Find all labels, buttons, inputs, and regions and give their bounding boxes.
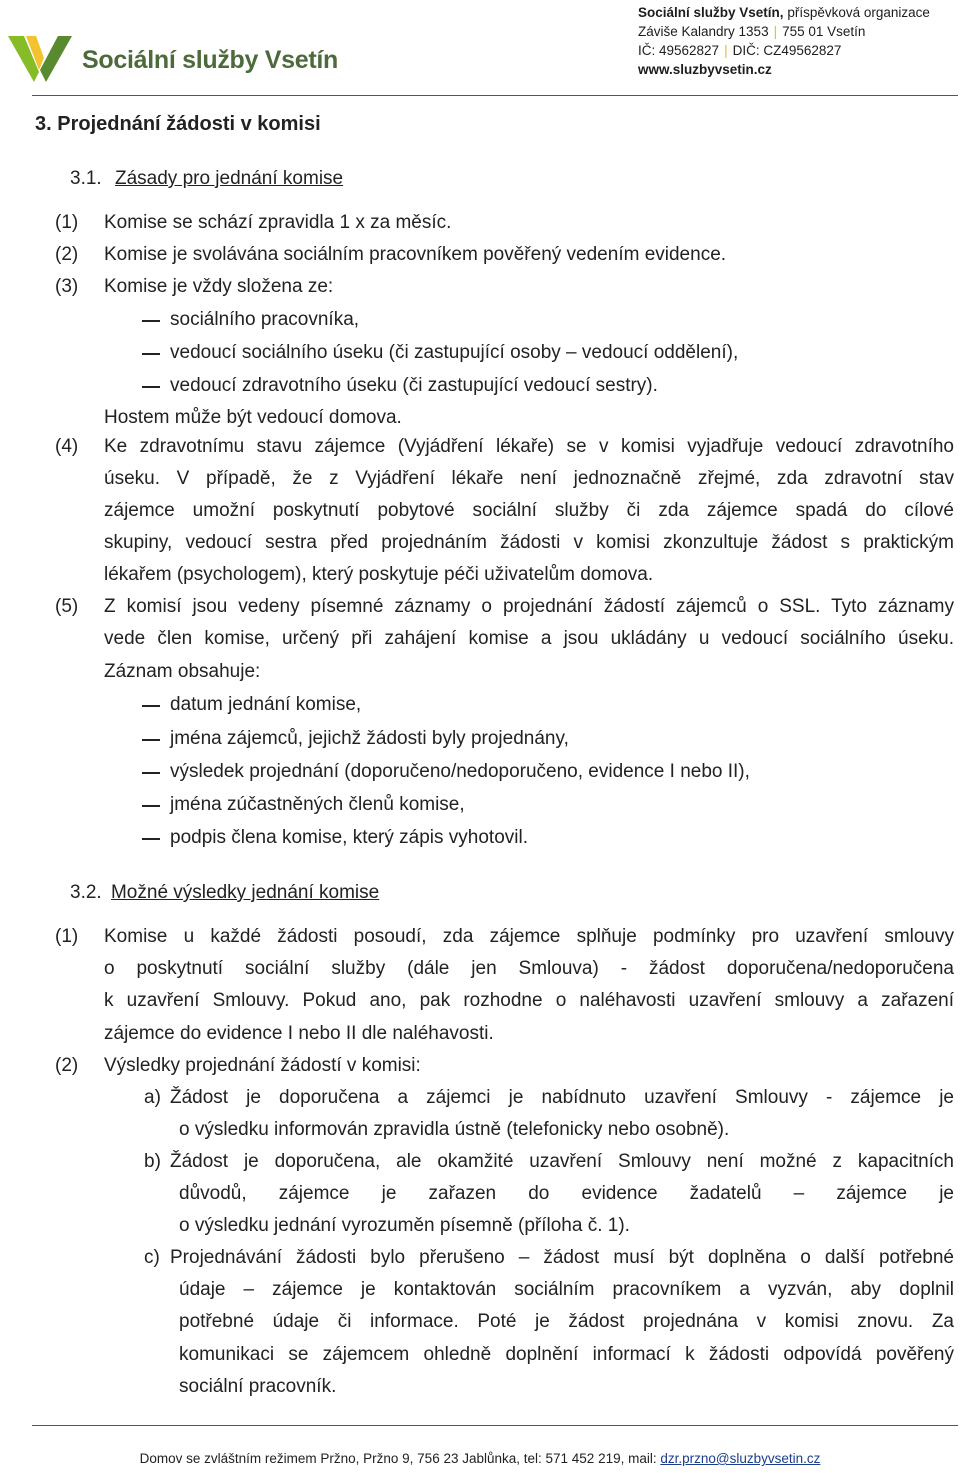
subsection-1-heading (70, 168, 343, 190)
s2-item2-text: Výsledky projednání žádostí v komisi: (104, 1055, 421, 1076)
org-web-link[interactable]: www.sluzbyvsetin.cz (638, 62, 772, 77)
s1-record-bullet-2: jména zájemců, jejichž žádosti byly projednány, (170, 728, 569, 749)
result-b-line: Žádost je doporučena, ale okamžité uzavření Smlouvy není možné z kapacitních (170, 1151, 954, 1172)
s1-item1-number: (1) (55, 212, 79, 233)
subsection-1-number: 3.1. (70, 168, 102, 189)
s1-item5-line: vede člen komise, určený při zahájení komise a jsou ukládány u vedoucí sociálního úseku. (104, 628, 954, 649)
org-web-line (638, 62, 772, 77)
organization-logo-mark (6, 32, 72, 82)
s2-item1-line: Komise u každé žádosti posoudí, zda zájemce splňuje podmínky pro uzavření smlouvy (104, 926, 954, 947)
org-ids-line: IČ: 49562827 | DIČ: CZ49562827 (638, 43, 842, 58)
subsection-2-heading (70, 882, 379, 904)
s1-item5-line: Záznam obsahuje: (104, 661, 261, 682)
org-city: 755 01 Vsetín (782, 24, 866, 39)
s2-item1-line: o poskytnutí sociální služby (dále jen Smlouva) - žádost doporučena/nedoporučena (104, 958, 954, 979)
s1-item3-text: Komise je vždy složena ze: (104, 276, 334, 297)
s1-item5-line: Z komisí jsou vedeny písemné záznamy o projednání žádostí zájemců o SSL. Tyto záznamy (104, 596, 954, 617)
bullet-dash (142, 705, 160, 707)
s1-item4-line: úseku. V případě, že z Vyjádření lékaře není jednoznačně zřejmé, zda zdravotní stav (104, 468, 954, 489)
s1-bullet-3: vedoucí zdravotního úseku (či zastupující vedoucí sestry). (170, 375, 658, 396)
s1-record-bullet-5: podpis člena komise, který zápis vyhotovil. (170, 827, 528, 848)
s1-bullet-2: vedoucí sociálního úseku (či zastupující osoby – vedoucí oddělení), (170, 342, 739, 363)
bullet-dash (142, 320, 160, 322)
bullet-dash (142, 353, 160, 355)
s2-item1-line: zájemce do evidence I nebo II dle naléhavosti. (104, 1023, 494, 1044)
s2-item1-line: k uzavření Smlouvy. Pokud ano, pak rozhodne o naléhavosti uzavření smlouvy a zařazení (104, 990, 954, 1011)
org-name: Sociální služby Vsetín, (638, 5, 784, 20)
bullet-dash (142, 386, 160, 388)
header-divider (32, 95, 958, 96)
s1-record-bullet-3: výsledek projednání (doporučeno/nedoporučeno, evidence I nebo II), (170, 761, 750, 782)
s2-item2-number: (2) (55, 1055, 79, 1076)
bullet-dash (142, 805, 160, 807)
bullet-dash (142, 739, 160, 741)
org-address-line: Záviše Kalandry 1353 | 755 01 Vsetín (638, 24, 866, 39)
result-b-letter: b) (144, 1151, 161, 1172)
s1-host-note: Hostem může být vedoucí domova. (104, 407, 402, 428)
section-title: 3. Projednání žádosti v komisi (35, 113, 321, 135)
result-c-line: sociální pracovník. (179, 1376, 337, 1397)
result-b-line: o výsledku jednání vyrozuměn písemně (příloha č. 1). (179, 1215, 630, 1236)
result-a-letter: a) (144, 1087, 161, 1108)
subsection-1-title: Zásady pro jednání komise (114, 168, 344, 189)
result-c-line: potřebné údaje či informace. Poté je žádost projednána v komisi znovu. Za (179, 1311, 954, 1332)
result-a-line: o výsledku informován zpravidla ústně (telefonicky nebo osobně). (179, 1119, 730, 1140)
footer-divider (32, 1425, 958, 1426)
result-c-line: Projednávání žádosti bylo přerušeno – žádost musí být doplněna o další potřebné (170, 1247, 954, 1268)
org-name-line (638, 5, 930, 20)
s1-item4-line: skupiny, vedoucí sestra před projednáním žádosti v komisi zkonzultuje žádost s praktickým (104, 532, 954, 553)
subsection-2-number: 3.2. (70, 882, 102, 903)
logo-text: Sociální služby Vsetín (82, 46, 338, 74)
result-c-line: údaje – zájemce je kontaktován sociálním pracovníkem a vyzván, aby doplnil (179, 1279, 954, 1300)
s1-item2-number: (2) (55, 244, 79, 265)
s1-record-bullet-1: datum jednání komise, (170, 694, 362, 715)
footer (0, 1451, 960, 1466)
result-c-letter: c) (144, 1247, 160, 1268)
bullet-dash (142, 772, 160, 774)
s1-item5-number: (5) (55, 596, 79, 617)
s1-bullet-1: sociálního pracovníka, (170, 309, 360, 330)
s1-item3-number: (3) (55, 276, 79, 297)
s1-item4-line: lékařem (psychologem), který poskytuje péči uživatelům domova. (104, 564, 654, 585)
s1-item4-line: zájemce umožní poskytnutí pobytové sociální služby či zda zájemce spadá do cílové (104, 500, 954, 521)
result-a-line: Žádost je doporučena a zájemci je nabídnuto uzavření Smlouvy - zájemce je (170, 1087, 954, 1108)
result-b-line: důvodů, zájemce je zařazen do evidence žadatelů – zájemce je (179, 1183, 954, 1204)
org-ic: IČ: 49562827 (638, 43, 720, 58)
s1-item1-text: Komise se schází zpravidla 1 x za měsíc. (104, 212, 452, 233)
footer-email-link[interactable]: dzr.przno@sluzbyvsetin.cz (660, 1451, 821, 1466)
subsection-2-title: Možné výsledky jednání komise (110, 882, 380, 903)
org-street: Záviše Kalandry 1353 (638, 24, 769, 39)
s2-item1-number: (1) (55, 926, 79, 947)
s1-item4-line: Ke zdravotnímu stavu zájemce (Vyjádření lékaře) se v komisi vyjadřuje vedoucí zdravotního (104, 436, 954, 457)
s1-record-bullet-4: jména zúčastněných členů komise, (170, 794, 465, 815)
s1-item2-text: Komise je svolávána sociálním pracovníkem pověřený vedením evidence. (104, 244, 727, 265)
footer-address: Domov se zvláštním režimem Pržno, Pržno 9, 756 23 Jablůnka, tel: 571 452 219, mail: (139, 1451, 661, 1466)
bullet-dash (142, 838, 160, 840)
org-dic: DIČ: CZ49562827 (732, 43, 842, 58)
result-c-line: komunikaci se zájemcem ohledně doplnění informací k žádosti odpovídá pověřený (179, 1344, 954, 1365)
s1-item4-number: (4) (55, 436, 79, 457)
org-type: příspěvková organizace (787, 5, 930, 20)
